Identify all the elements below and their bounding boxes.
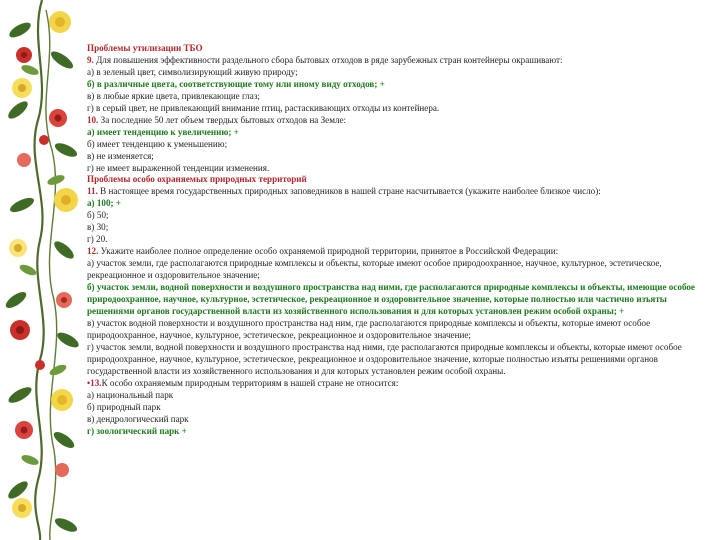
question-text: За последние 50 лет объем твердых бытовых отходов на Земле: [98,114,347,125]
question-number: •13. [87,377,102,388]
question-number: 10. [87,114,99,125]
correct-answer-option: б) участок земли, водной поверхности и воздушного пространства над ними, где располагаются природные комплексы и объекты, имеющие особое природоохранное, научное, культурное, эстетическое, рекреационное и оздоровительное значение, которые полностью или частично изъяты решениями органов государственной власти из хозяйственного использования и для которых установлен режим особой охраны; + [87,282,695,316]
question-text: Укажите наиболее полное определение особо охраняемой природной территории, принятое в Российской Федерации: [98,246,559,257]
question-12 [87,246,699,258]
question-9 [87,55,699,67]
answer-option: а) в зеленый цвет, символизирующий живую природу; [87,66,298,77]
section-title-waste: Проблемы утилизации ТБО [87,43,203,53]
question-11 [87,186,699,198]
answer-option: в) дендрологический парк [87,413,189,424]
answer-option: в) участок водной поверхности и воздушного пространства над ним, где располагаются природные комплексы и объекты, которые имеют особое природоохранное, научное, культурное, эстетическое, рекреационное и оздоровительное значение; [87,317,651,340]
question-text: К особо охраняемым природным территориям в нашей стране не относится: [101,377,399,388]
question-text: Для повышения эффективности раздельного сбора бытовых отходов в ряде зарубежных стран контейнеры окрашивают: [93,54,563,65]
answer-option: г) не имеет выраженной тенденции изменения. [87,162,270,173]
section-title-protected-areas: Проблемы особо охраняемых природных территорий [87,174,307,185]
question-number: 12. [87,246,99,257]
correct-answer-option: а) имеет тенденцию к увеличению; + [87,126,239,137]
question-10 [87,115,699,127]
correct-answer-option: а) 100; + [87,198,121,209]
answer-option: г) 20. [87,234,108,245]
test-questions-document [87,43,699,437]
answer-option: в) 30; [87,222,109,233]
answer-option: г) в серый цвет, не привлекающий внимание птиц, растаскивающих отходы из контейнера. [87,102,440,113]
answer-option: г) участок земли, водной поверхности и воздушного пространства над ними, где располагаются природные комплексы и объекты, которые имеют особое природоохранное, научное, культурное, эстетическое, рекреационное и оздоровительное значение, которые полностью изъяты решениями органов государственной власти из хозяйственного использования и для которых установлен режим особой охраны. [87,341,682,376]
answer-option: б) имеет тенденцию к уменьшению; [87,138,228,149]
answer-option: в) не изменяется; [87,150,154,161]
question-13 [87,378,699,390]
answer-option: б) 50; [87,210,109,221]
answer-option: б) природный парк [87,401,161,412]
answer-option: а) участок земли, где располагаются природные комплексы и объекты, которые имеют особое природоохранное, научное, культурное, эстетическое, рекреационное и оздоровительное значение; [87,258,662,281]
question-text: В настоящее время государственных природных заповедников в нашей стране насчитывается (укажите наиболее близкое число): [97,186,601,197]
question-number: 9. [87,54,94,65]
question-number: 11. [87,186,98,197]
answer-option: в) в любые яркие цвета, привлекающие глаз; [87,90,260,101]
correct-answer-option: г) зоологический парк + [87,425,187,436]
floral-border-illustration [0,0,84,540]
answer-option: а) национальный парк [87,389,174,400]
correct-answer-option: б) в различные цвета, соответствующие тому или иному виду отходов; + [87,78,385,89]
